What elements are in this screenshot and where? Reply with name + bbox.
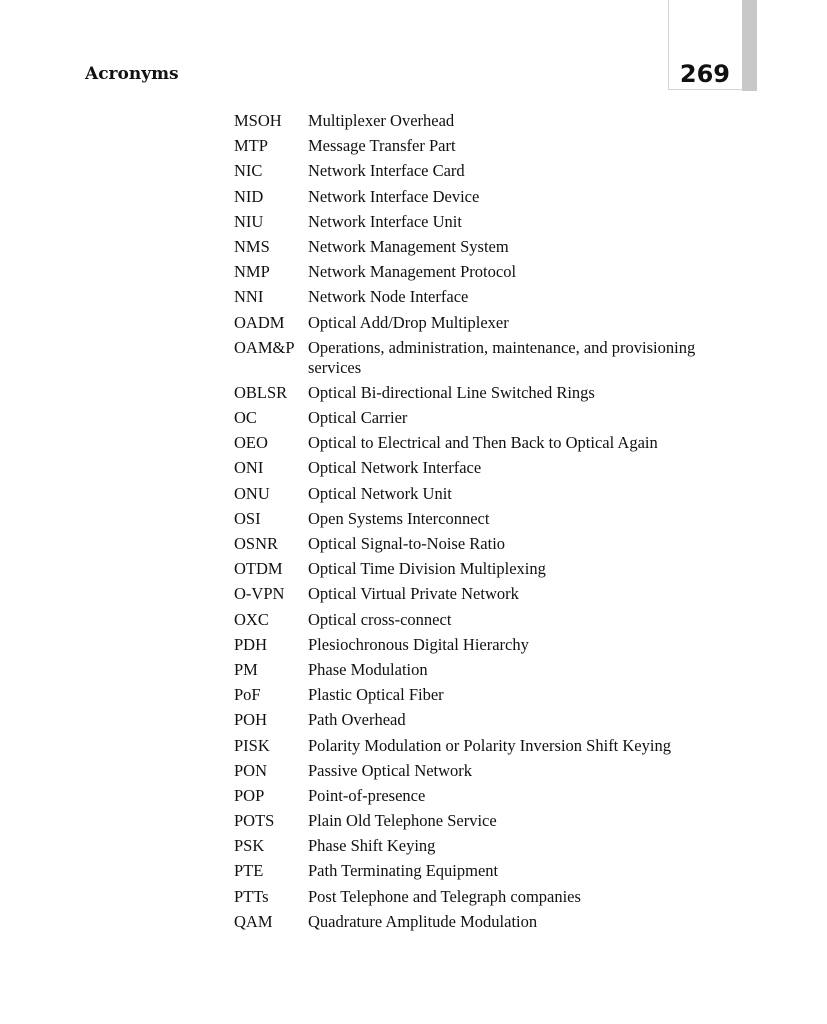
acronym-term: O-VPN: [234, 584, 285, 604]
acronym-row: [234, 811, 714, 831]
acronym-row: [234, 262, 714, 282]
acronym-row: [234, 736, 714, 756]
acronym-definition: Phase Modulation: [308, 659, 428, 679]
acronym-row: [234, 610, 714, 630]
acronym-definition: Passive Optical Network: [308, 760, 473, 780]
acronym-definition: Optical Add/Drop Multiplexer: [308, 312, 509, 332]
acronym-definition: Optical Bi-directional Line Switched Rings: [308, 382, 595, 402]
acronym-term: NIU: [234, 211, 264, 231]
acronym-term: POP: [234, 785, 265, 805]
acronym-term: OSI: [234, 508, 261, 528]
acronym-term: PDH: [234, 634, 268, 654]
acronym-term: OXC: [234, 609, 269, 629]
acronym-row: [234, 836, 714, 856]
acronym-definition: Optical Signal-to-Noise Ratio: [308, 534, 506, 553]
acronym-definition: Network Management System: [308, 236, 509, 256]
acronym-definition: Optical Carrier: [308, 408, 408, 428]
acronym-definition: Optical Network Interface: [308, 458, 482, 478]
acronym-term: PSK: [234, 836, 265, 856]
acronym-definition: Network Interface Device: [308, 186, 480, 206]
section-title: Acronyms: [85, 64, 179, 84]
acronym-definition: Multiplexer Overhead: [308, 111, 455, 130]
acronym-row: [234, 660, 714, 680]
acronym-row: [234, 187, 714, 207]
acronym-row: [234, 584, 714, 604]
acronym-term: NMS: [234, 236, 270, 256]
acronym-term: OC: [234, 408, 257, 428]
acronym-row: [234, 761, 714, 781]
acronym-row: [234, 559, 714, 579]
acronym-row: [234, 861, 714, 881]
acronym-row: [234, 383, 714, 403]
acronym-term: PON: [234, 760, 268, 780]
acronym-definition: Network Interface Unit: [308, 211, 462, 231]
acronym-row: [234, 534, 714, 554]
acronym-row: [234, 136, 714, 156]
acronym-row: [234, 786, 714, 806]
acronym-row: [234, 484, 714, 504]
acronym-row: [234, 237, 714, 257]
acronym-definition: Optical cross-connect: [308, 609, 452, 629]
acronym-definition: Network Management Protocol: [308, 262, 517, 282]
acronym-definition: Polarity Modulation or Polarity Inversion Shift Keying: [308, 735, 671, 755]
acronym-term: OSNR: [234, 534, 279, 553]
acronym-term: POTS: [234, 811, 275, 831]
acronym-definition: Network Interface Card: [308, 161, 465, 181]
acronym-list: [234, 111, 714, 937]
acronym-row: [234, 685, 714, 705]
acronym-term: NNI: [234, 287, 264, 307]
acronym-row: [234, 433, 714, 453]
acronym-row: [234, 338, 714, 378]
acronym-term: OBLSR: [234, 382, 288, 402]
acronym-term: OAM&P: [234, 337, 295, 357]
acronym-row: [234, 509, 714, 529]
acronym-term: PoF: [234, 685, 261, 705]
acronym-row: [234, 912, 714, 932]
acronym-definition: Quadrature Amplitude Modulation: [308, 911, 538, 931]
acronym-term: NID: [234, 186, 264, 206]
acronym-definition: Open Systems Interconnect: [308, 508, 490, 528]
acronym-row: [234, 111, 714, 131]
acronym-definition: Plastic Optical Fiber: [308, 685, 444, 705]
acronym-definition: Optical to Electrical and Then Back to Optical Again: [308, 433, 658, 453]
acronym-row: [234, 212, 714, 232]
acronym-row: [234, 161, 714, 181]
acronym-definition: Post Telephone and Telegraph companies: [308, 886, 581, 906]
acronym-term: MSOH: [234, 111, 282, 130]
acronym-row: [234, 710, 714, 730]
acronym-definition: Plesiochronous Digital Hierarchy: [308, 634, 529, 654]
acronym-definition: Optical Network Unit: [308, 483, 452, 503]
acronym-term: PTE: [234, 861, 264, 881]
acronym-row: [234, 313, 714, 333]
acronym-term: MTP: [234, 136, 268, 156]
acronym-term: POH: [234, 710, 268, 730]
acronym-term: PTTs: [234, 886, 269, 906]
acronym-term: NIC: [234, 161, 263, 181]
acronym-term: ONI: [234, 458, 264, 478]
acronym-definition: Network Node Interface: [308, 287, 469, 307]
acronym-definition: Optical Time Division Multiplexing: [308, 559, 546, 579]
acronym-definition: Phase Shift Keying: [308, 836, 436, 856]
acronym-row: [234, 887, 714, 907]
acronym-row: [234, 287, 714, 307]
acronym-row: [234, 458, 714, 478]
acronym-term: QAM: [234, 911, 273, 931]
page-edge-bar: [742, 0, 757, 91]
acronym-definition: Path Terminating Equipment: [308, 861, 499, 881]
acronym-definition: Operations, administration, maintenance, and provisioning services: [308, 337, 696, 377]
acronym-term: OTDM: [234, 559, 283, 579]
acronym-definition: Optical Virtual Private Network: [308, 584, 519, 604]
acronym-term: NMP: [234, 262, 270, 282]
acronym-term: PISK: [234, 735, 270, 755]
acronym-term: OEO: [234, 433, 268, 453]
acronym-definition: Plain Old Telephone Service: [308, 811, 497, 831]
acronym-definition: Path Overhead: [308, 710, 406, 730]
page-number: 269: [679, 60, 730, 88]
acronym-row: [234, 408, 714, 428]
acronym-term: PM: [234, 659, 258, 679]
acronym-definition: Message Transfer Part: [308, 136, 456, 156]
acronym-row: [234, 635, 714, 655]
acronym-definition: Point-of-presence: [308, 785, 426, 805]
acronym-term: OADM: [234, 312, 285, 332]
acronym-term: ONU: [234, 483, 270, 503]
